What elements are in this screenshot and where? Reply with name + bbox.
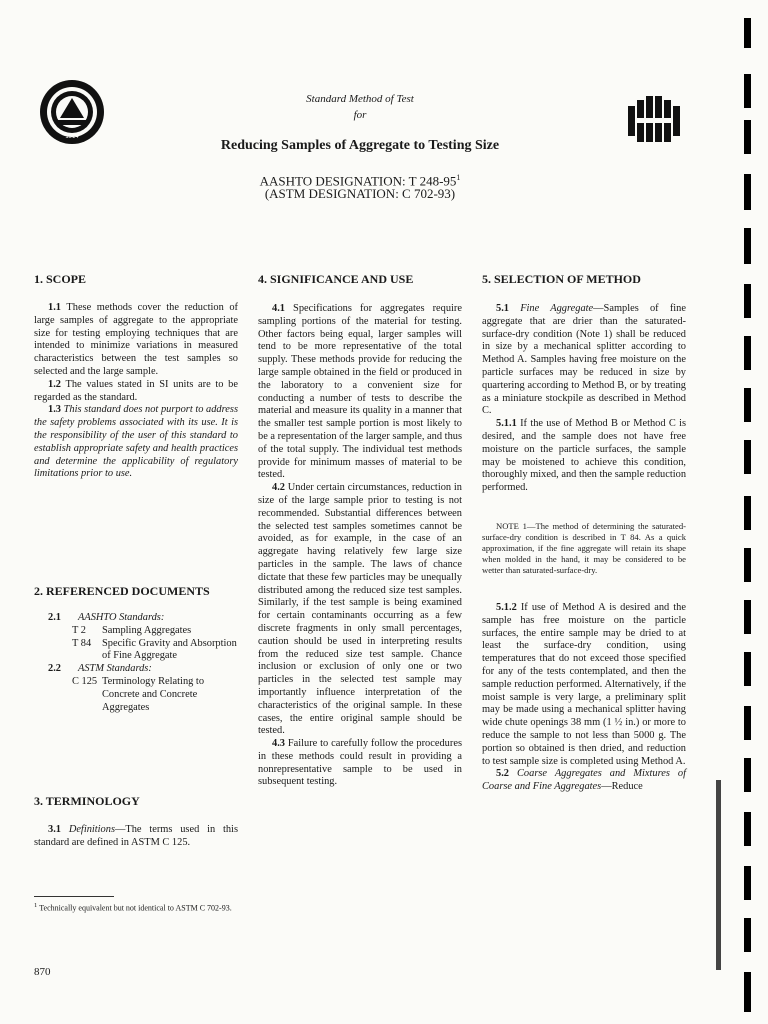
svg-text:1914: 1914: [65, 134, 79, 140]
page-number: 870: [34, 966, 51, 978]
for-line: for: [353, 109, 367, 121]
astm-designation: (ASTM DESIGNATION: C 702-93): [264, 186, 456, 201]
standard-method-line: Standard Method of Test: [306, 93, 414, 105]
referenced-list: 2.1 AASHTO Standards: T 2 Sampling Aggregates T 84 Specific Gravity and Absorption of Fine Aggregate 2.2 ASTM Standards: C 125 Terminology Relating to Concrete and Concrete Aggregates: [48, 612, 237, 713]
aashto-designation: AASHTO DESIGNATION: T $248-95^1$: [259, 173, 461, 189]
aashto-seal-logo: [38, 78, 106, 146]
astm-logo: [625, 92, 687, 150]
significance-heading: 4. SIGNIFICANCE AND USE: [258, 272, 414, 286]
scope-heading: 1. SCOPE: [34, 272, 87, 286]
significance-text: 4.1 Specifications for aggregates require sampling portions of the material for testing. Other factors being equal, larger samples will tend to be more representative of the total supply. These methods provide for reducing the large sample obtained in the field or produced in the laboratory to a convenient size for conducting a number of tests to describe the material and measure its quality in a manner that the smaller test sample portion is most likely to be a representation of the larger sample, and thus of the total supply. The individual test methods provide for minimum masses of material to be tested. 4.2 Under certain circumstances, reduction in size of the large sample prior to testing is not recommended. Substantial differences between the selected test samples sometimes cannot be avoided, as for example, in the case of an aggregate having relatively few large size particles in the sample. The laws of chance dictate that these few particles may be unequally distributed among the reduced size test samples. Similarly, if the test sample is being examined for certain contaminants occurring as a few discrete fragments in only small percentages, caution should be used in interpreting results from the reduced size test sample. Chance inclusion or exclusion of only one or two particles in the selected test sample may importantly influence interpretation of the characteristics of the original sample. In these cases, the entire original sample should be tested. 4.3 Failure to carefully follow the procedures in these methods could result in providing a nonrepresentative sample to be used in subsequent testing.: [258, 303, 462, 788]
document-title: Reducing Samples of Aggregate to Testing Size: [220, 138, 500, 153]
selection-text: 5.1 Fine Aggregate—Samples of fine aggregate that are drier than the saturated-surface-dry condition (Note 1) shall be reduced in size by a mechanical splitter according to Method A. Samples having free moisture on the particle surfaces may be reduced in size by quartering according to Method B, or by treating as a miniature stockpile as described in Method C. 5.1.1 If the use of Method B or Method C is desired, and the sample does not have free moisture on the particle surfaces, the sample may be moistened to achieve this condition, thoroughly mixed, and then the sample reduction performed. NOTE 1—The method of determining the saturated-surface-dry condition is described in T 84. As a quick approximation, if the fine aggregate will retain its shape when molded in the hand, it may be considered to be wetter than saturated-surface-dry. 5.1.2 If use of Method A is desired and the sample has free moisture on the particle surfaces, the entire sample may be dried to at least the surface-dry condition, using temperatures that do not exceed those specified for any of the tests contemplated, and then the sample reduction performed. Alternatively, if the moist sample is very large, a preliminary split may be made using a mechanical splitter having wide chute openings 38 mm (1 ½ in.) or more to reduce the sample to not less than 5000 g. The portion so obtained is then dried, and reduction to test sample size is completed using Method A. 5.2 Coarse Aggregates and Mixtures of Coarse and Fine Aggregates—Reduce: [482, 303, 687, 793]
terminology-heading: 3. TERMINOLOGY: [34, 794, 140, 808]
footnote: $^1$ Technically equivalent but not identical to ASTM C 702-93.: [34, 902, 232, 913]
referenced-heading: 2. REFERENCED DOCUMENTS: [34, 584, 210, 598]
terminology-text: 3.1 Definitions—The terms used in this standard are defined in ASTM C 125.: [34, 824, 238, 848]
selection-heading: 5. SELECTION OF METHOD: [482, 272, 641, 286]
scope-text: 1.1 These methods cover the reduction of large samples of aggregate to the appropriate size for testing employing techniques that are intended to minimize variations in measured characteristics between the test samples so selected and the large sample. 1.2 The values stated in SI units are to be regarded as the standard. 1.3 This standard does not purport to address the safety problems associated with its use. It is the responsibility of the user of this standard to establish appropriate safety and health practices and determine the applicability of regulatory limitations prior to use.: [34, 302, 238, 480]
footnote-rule: [34, 896, 114, 897]
